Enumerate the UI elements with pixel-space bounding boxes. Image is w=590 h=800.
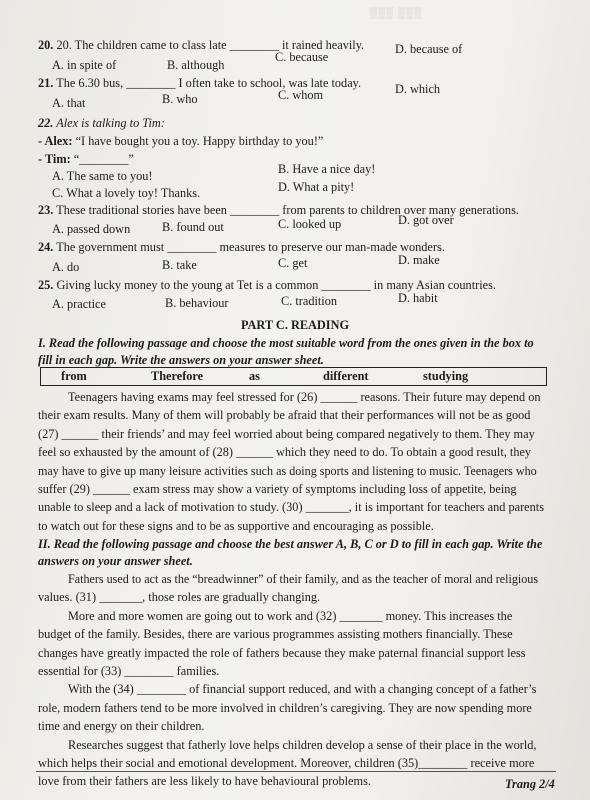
- question-20-stem: 20. 20. The children came to class late ________ it rained heavily.: [38, 38, 365, 52]
- passage-line: their exam results. Many of them will probably be afraid that their performances will not be as good: [38, 408, 531, 423]
- option-d[interactable]: D. because of: [395, 42, 463, 56]
- passage-line: budget of the family. Besides, there are various programmes assisting mothers financially. These: [38, 627, 513, 642]
- passage-line: Teenagers having exams may feel stressed for (26) ______ reasons. Their future may depend on: [68, 390, 541, 404]
- passage-line: which helps their social and emotional development. Moreover, children (35)________ receive more: [38, 756, 535, 771]
- page-number: Trang 2/4: [505, 777, 555, 791]
- option-c[interactable]: C. because: [275, 50, 329, 64]
- footer-divider: [36, 771, 556, 772]
- question-25-stem: 25. Giving lucky money to the young at Tet is a common ________ in many Asian countries.: [38, 278, 496, 292]
- passage-1: [38, 388, 544, 535]
- option-a[interactable]: A. passed down: [52, 222, 131, 236]
- box-word: from: [61, 369, 87, 383]
- option-d[interactable]: D. What a pity!: [278, 180, 355, 194]
- passage-line: love from their fathers are less likely to have behavioural problems.: [38, 774, 371, 789]
- section-1-heading: [38, 335, 548, 369]
- heading-line: II. Read the following passage and choose the best answer A, B, C or D to fill in each gap. Write the: [38, 537, 543, 551]
- option-d[interactable]: D. which: [395, 82, 441, 96]
- passage-line: More and more women are going out to work and (32) _______ money. This increases the: [68, 608, 513, 623]
- word-box: [40, 367, 547, 386]
- passage-line: With the (34) ________ of financial support reduced, and with a changing concept of a father’s: [68, 682, 537, 697]
- heading-line: answers on your answer sheet.: [38, 554, 193, 568]
- tim-line: - Tim: “________”: [38, 152, 134, 166]
- passage-2: [38, 570, 544, 791]
- part-c-title: PART C. READING: [240, 318, 350, 332]
- passage-line: values. (31) _______, those roles are gradually changing.: [38, 590, 321, 605]
- passage-line: may have to give up many leisure activities such as doing sports and listening to music. Teenagers who: [38, 463, 537, 478]
- option-c[interactable]: C. What a lovely toy! Thanks.: [52, 186, 201, 200]
- option-c[interactable]: C. get: [278, 256, 308, 270]
- passage-line: changes have greatly impacted the role of fathers because they make paternal financial support less: [38, 645, 526, 660]
- question-22-stem: 22. Alex is talking to Tim:: [38, 116, 165, 130]
- section-2-heading: [38, 536, 548, 570]
- watermark: ▒▒▒ ▒▒▒: [370, 8, 423, 19]
- passage-line: time and energy on their children.: [38, 719, 205, 734]
- heading-line: fill in each gap. Write the answers on your answer sheet.: [38, 353, 324, 367]
- option-b[interactable]: B. take: [162, 258, 197, 272]
- heading-line: I. Read the following passage and choose the most suitable word from the ones given in the box to: [38, 336, 534, 350]
- box-word: Therefore: [151, 369, 204, 383]
- passage-line: unable to sleep and a lack of motivation to study. (30) _______, it is important for teachers and parents: [38, 500, 544, 515]
- passage-line: suffer (29) ______ exam stress may show a variety of symptoms including loss of appetite, being: [38, 482, 517, 497]
- box-word: as: [249, 369, 260, 383]
- alex-line: - Alex: “I have bought you a toy. Happy birthday to you!”: [38, 134, 324, 148]
- option-c[interactable]: C. whom: [278, 88, 324, 102]
- option-b[interactable]: B. who: [162, 92, 198, 106]
- option-a[interactable]: A. practice: [52, 297, 106, 311]
- option-b[interactable]: B. Have a nice day!: [278, 162, 376, 176]
- question-text: 20. The children came to class late ________ it rained heavily.: [56, 38, 365, 52]
- passage-line: (27) ______ their friends’ and may feel worried about being compared negatively to them. They may: [38, 426, 535, 441]
- passage-line: role, modern fathers tend to be more involved in children’s caregiving. They are now spending more: [38, 700, 532, 715]
- passage-line: to watch out for these signs and to be as supportive and encouraging as possible.: [38, 518, 434, 533]
- option-c[interactable]: C. looked up: [278, 217, 342, 231]
- option-d[interactable]: D. make: [398, 253, 440, 267]
- option-a[interactable]: A. do: [52, 260, 80, 274]
- option-b[interactable]: B. behaviour: [165, 296, 229, 310]
- option-d[interactable]: D. habit: [398, 291, 438, 305]
- question-21-stem: 21. The 6.30 bus, ________ I often take to school, was late today.: [38, 76, 362, 90]
- option-b[interactable]: B. although: [167, 58, 225, 72]
- box-word: studying: [423, 369, 469, 383]
- question-23-stem: 23. These traditional stories have been ________ from parents to children over many generations.: [38, 203, 519, 217]
- option-a[interactable]: A. that: [52, 96, 86, 110]
- passage-line: Researches suggest that fatherly love helps children develop a sense of their place in the world,: [68, 737, 537, 752]
- passage-line: essential for (33) ________ families.: [38, 664, 220, 679]
- passage-line: Fathers used to act as the “breadwinner” of their family, and as the teacher of moral and religious: [68, 572, 539, 586]
- question-24-stem: 24. The government must ________ measures to preserve our man-made wonders.: [38, 240, 445, 254]
- option-a[interactable]: A. in spite of: [52, 58, 117, 72]
- option-d[interactable]: D. got over: [398, 213, 454, 227]
- option-b[interactable]: B. found out: [162, 220, 224, 234]
- option-c[interactable]: C. tradition: [281, 294, 338, 308]
- passage-line: feel so exhausted by the amount of (28) ______ which they need to do. To obtain a good result, they: [38, 445, 532, 460]
- option-a[interactable]: A. The same to you!: [52, 169, 153, 183]
- box-word: different: [323, 369, 369, 383]
